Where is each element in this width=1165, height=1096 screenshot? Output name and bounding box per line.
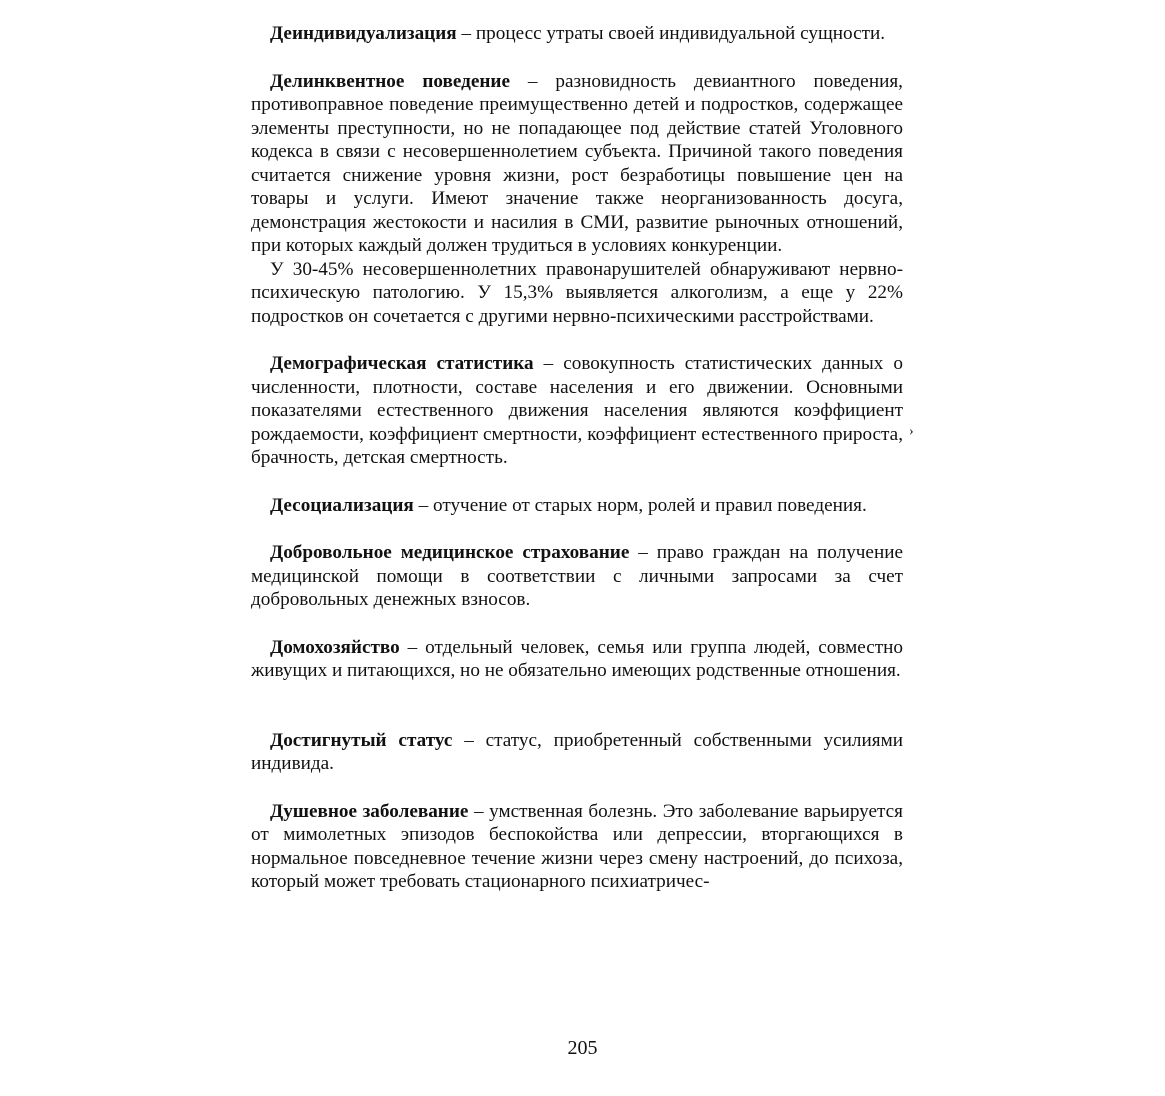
glossary-entry-desocialization — [251, 494, 903, 518]
glossary-entry-mental-illness — [251, 800, 903, 894]
glossary-entry-deindividualization — [251, 22, 903, 46]
entry-definition: – отучение от старых норм, ролей и правил поведения. — [413, 494, 867, 516]
glossary-entry-delinquent-behavior-continuation: У 30-45% несовершеннолетних правонарушителей обнаруживают нервно-психическую патологию. У 15,3% выявляется алкоголизм, а еще у 22% подростков он сочетается с другими нервно-психическими расстройствами. — [251, 258, 903, 327]
entry-definition: – процесс утраты своей индивидуальной сущности. — [456, 23, 886, 44]
entry-term: Десоциализация — [270, 494, 414, 516]
glossary-entry-voluntary-medical-insurance — [251, 541, 903, 612]
glossary-entry-delinquent-behavior — [251, 70, 903, 258]
entry-definition: – умственная болезнь. Это заболевание варьируется от мимолетных эпизодов беспокойства или депрессии, вторгающихся в нормальное повседневное течение жизни через смену настроений, до психоза, который может требовать стационарного психиатричес- — [251, 800, 904, 892]
page-number: 205 — [567, 1037, 598, 1059]
document-page — [251, 22, 903, 894]
entry-definition: – совокупность статистических данных о численности, плотности, составе населения и его движении. Основными показателями естественного движения населения являются коэффициент рождаемости, коэффициент смертности, коэффициент естественного прироста, брачность, детская смертность. — [251, 353, 903, 468]
entry-term: Душевное заболевание — [270, 800, 469, 822]
entry-term: Деиндивидуализация — [270, 23, 457, 44]
entry-term: Демографическая статистика — [270, 353, 534, 374]
entry-definition: – статус, приобретенный собственными усилиями индивида. — [251, 729, 903, 774]
entry-term: Домохозяйство — [270, 636, 400, 658]
entry-term: Делинквентное поведение — [270, 70, 510, 92]
glossary-entry-achieved-status — [251, 729, 903, 776]
scan-artifact-mark: › — [909, 424, 914, 439]
entry-definition: – разновидность девиантного поведения, противоправное поведение преимущественно детей и подростков, содержащее элементы преступности, но не попадающее под действие статей Уголовного кодекса в связи с несовершеннолетием субъекта. Причиной такого поведения считается снижение уровня жизни, рост безработицы повышение цен на товары и услуги. Имеют значение также неорганизованность досуга, демонстрация жестокости и насилия в СМИ, развитие рыночных отношений, при которых каждый должен трудиться в условиях конкуренции. — [251, 70, 903, 256]
entry-definition: – право граждан на получение медицинской помощи в соответствии с личными запросами за счет добровольных денежных взносов. — [251, 542, 904, 610]
glossary-entry-demographic-statistics — [251, 352, 903, 470]
entry-term: Достигнутый статус — [270, 729, 453, 751]
entry-term: Добровольное медицинское страхование — [270, 542, 630, 563]
glossary-entry-household — [251, 636, 903, 683]
entry-definition: – отдельный человек, семья или группа людей, совместно живущих и питающихся, но не обязательно имеющих родственные отношения. — [251, 636, 903, 681]
